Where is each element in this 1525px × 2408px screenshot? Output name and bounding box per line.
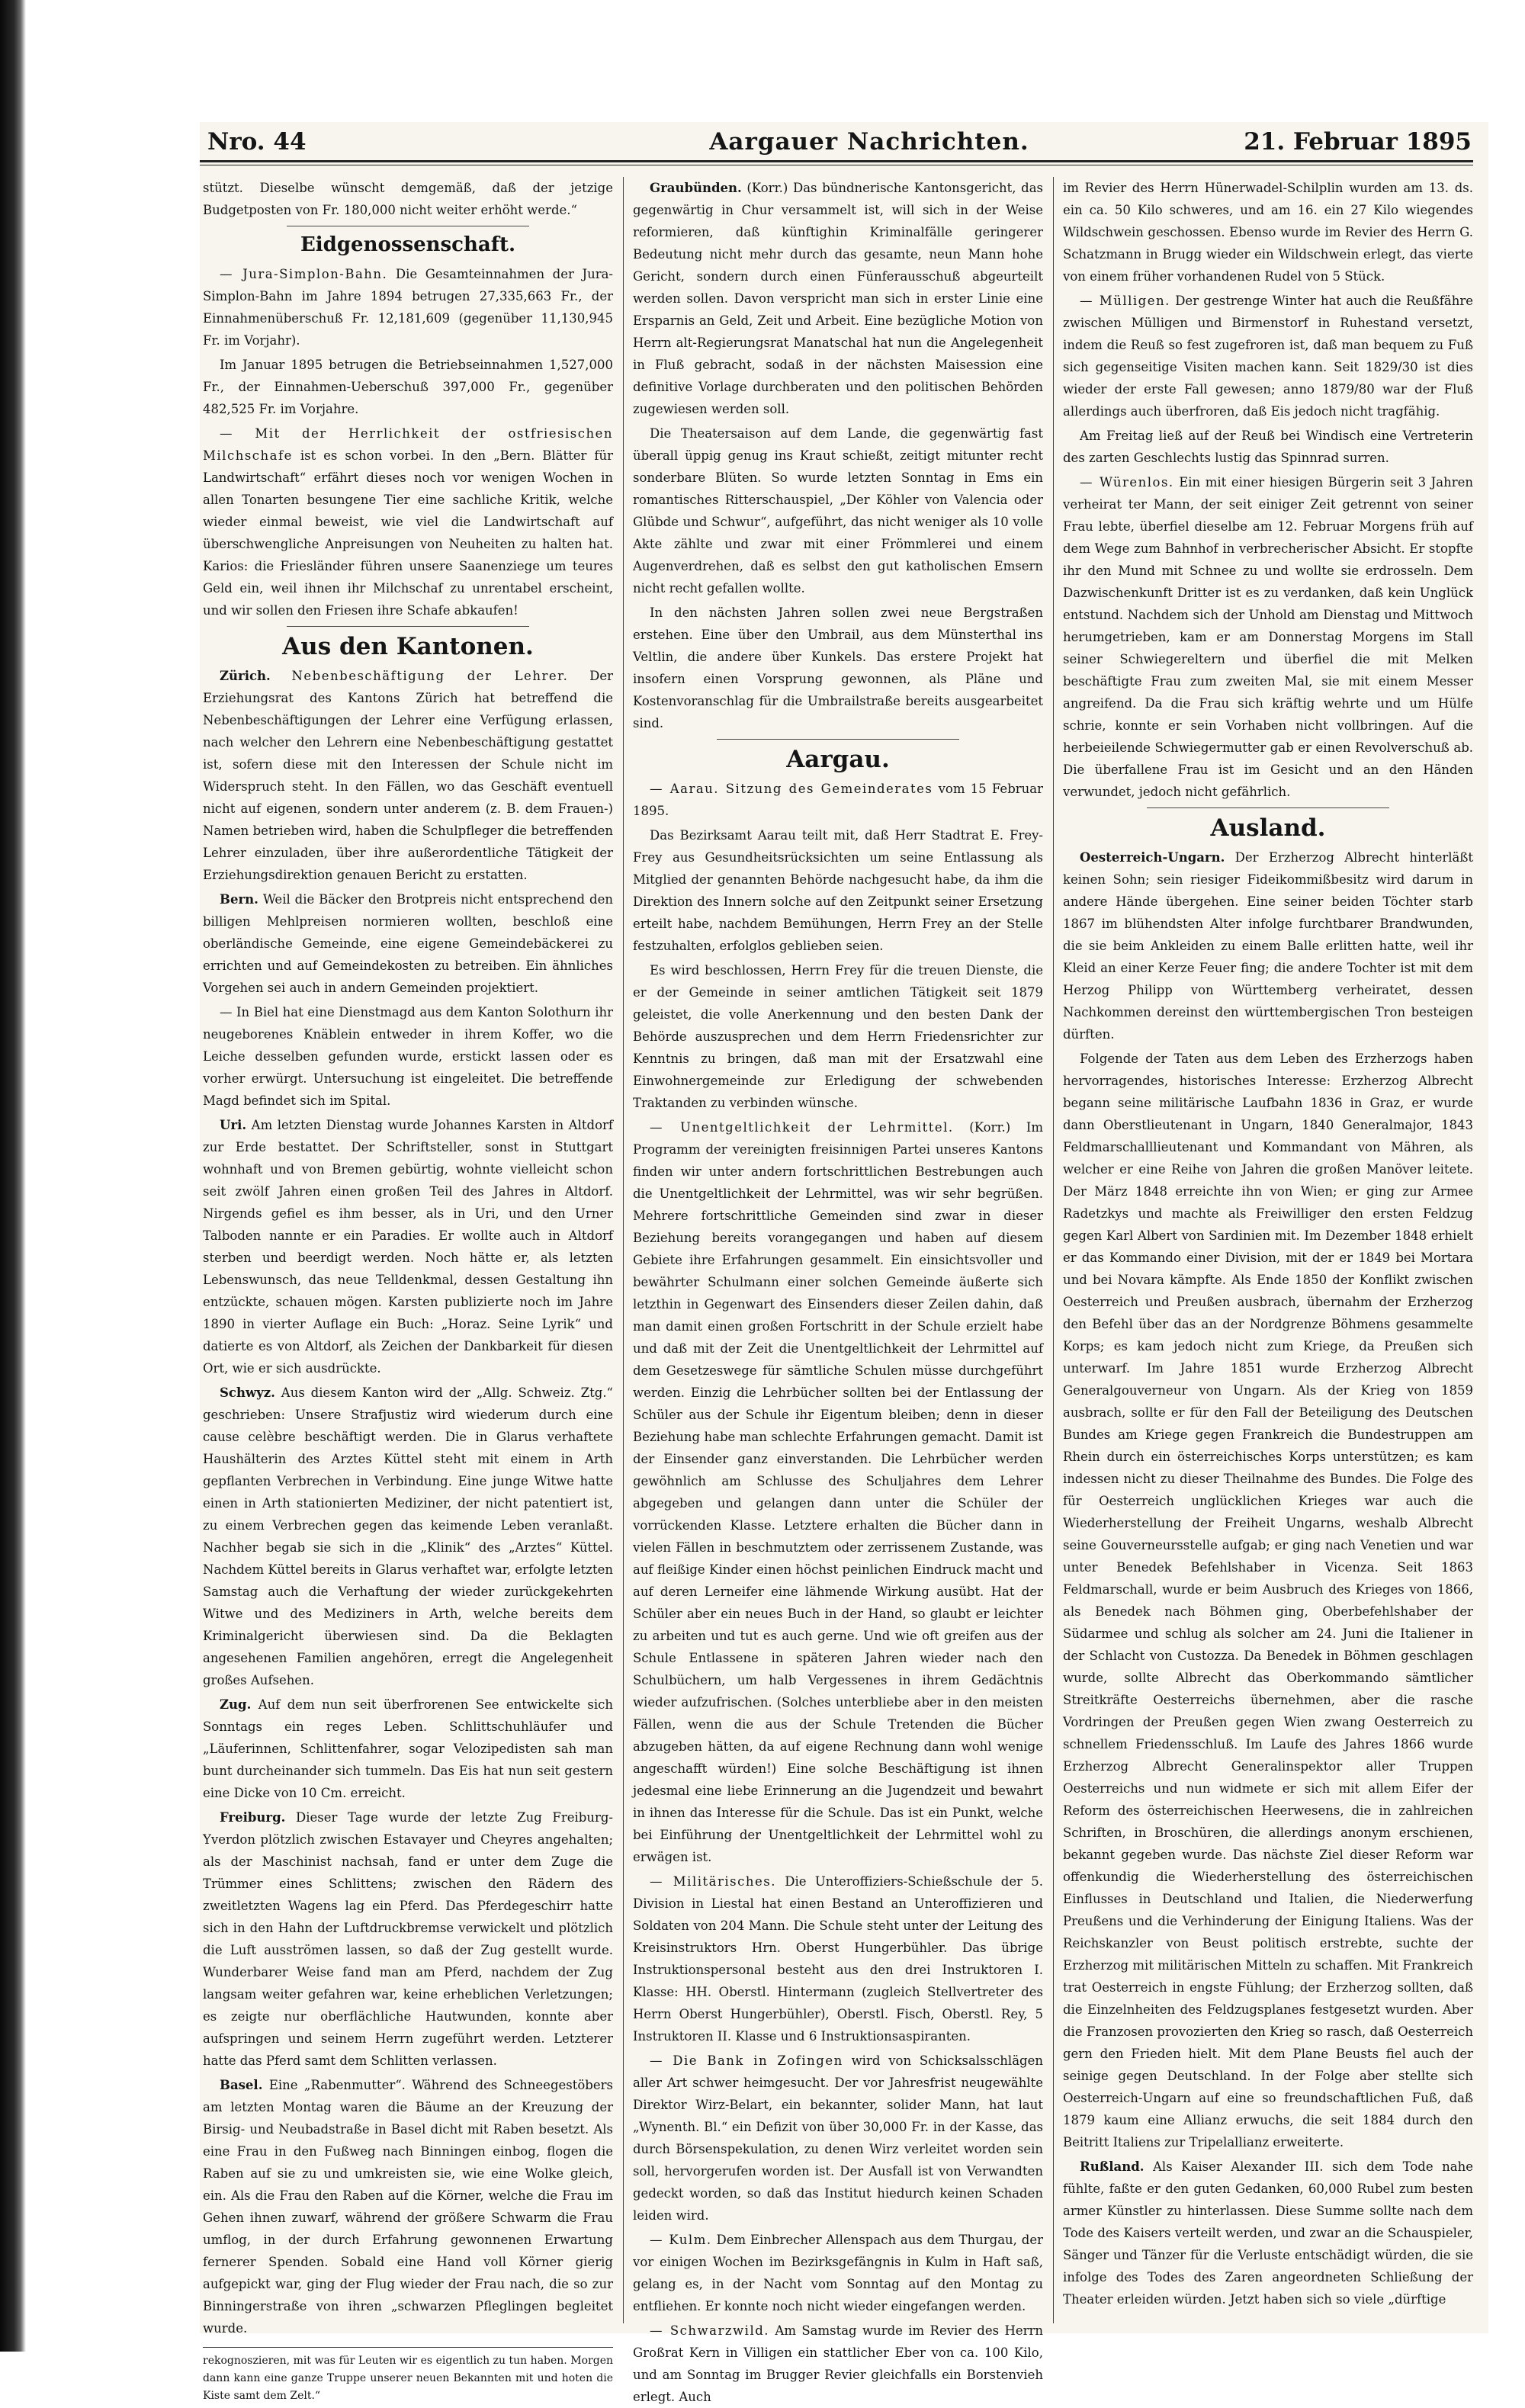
scan-edge	[0, 0, 26, 2352]
article-paragraph	[633, 1870, 1043, 2047]
article-lead: — Die Bank in Zofingen	[650, 2053, 843, 2068]
article-lead: — Schwarzwild.	[650, 2323, 770, 2338]
article-text: (Korr.) Im Programm der vereinigten freisinnigen Partei unseres Kantons finden wir unter andern fortschrittlichen Bestrebungen auch die Unentgeltlichkeit der Lehrmittel, was wir sehr begrüßen. Mehrere fortschrittliche Gemeinden sind zwar in dieser Beziehung bereits vorangegangen und haben auf diesem Gebiete ihre Erfahrungen gesammelt. Ein einsichtsvoller und bewährter Schulmann einer solchen Gemeinde äußerte sich letzthin in Gegenwart des Einsenders dieser Zeilen dahin, daß man damit einen großen Fortschritt in der Schule erzielt habe und daß mit der Zeit die Unentgeltlichkeit der Lehrmittel auf dem Gesetzeswege für sämtliche Schulen müsse durchgeführt werden. Einzig die Lehrbücher sollten bei der Entlassung der Schüler aus der Schule ihr Eigentum bleiben; denn in dieser Beziehung habe man schlechte Erfahrungen gemacht. Damit ist der Einsender ganz einverstanden. Die Lehrbücher werden gewöhnlich am Schlusse des Schuljahres dem Lehrer abgegeben und gelangen dann unter die Schüler der vorrückenden Klasse. Letztere erhalten die Bücher dann in vielen Fällen in beschmutztem oder zerrissenem Zustande, was auf fleißige Kinder einen höchst peinlichen Eindruck macht und auf deren Lerneifer eine lähmende Wirkung ausübt. Hat der Schüler aber ein neues Buch in der Hand, so glaubt er leichter zu arbeiten und tut es auch gerne. Und wie oft greifen aus der Schule Entlassene in späteren Jahren wieder nach den Schulbüchern, um halb Vergessenes in ihrem Gedächtnis wieder aufzufrischen. (Solches unterbliebe aber in den meisten Fällen, wenn die aus der Schule Tretenden die Bücher abzugeben hätten, da auf eigene Rechnung dann wohl wenige angeschafft würden!) Eine solche Beschäftigung ist ihnen jedesmal eine liebe Erinnerung an die Jugendzeit und bewahrt in ihnen das Interesse für die Schule. Das ist ein Punkt, welche bei Einführung der Unentgeltlichkeit der Lehrmittel wohl zu erwägen ist.	[633, 1120, 1043, 1864]
article-text: Die Unteroffiziers-Schießschule der 5. Division in Liestal hat einen Bestand an Unteroffizieren und Soldaten von 204 Mann. Die Schule steht unter der Leitung des Kreisinstruktors Hrn. Oberst Hungerbühler. Das übrige Instruktionspersonal besteht aus den drei Instruktoren I. Klasse: HH. Oberstl. Hintermann (zugleich Stellvertreter des Herrn Oberst Hungerbühler), Oberstl. Fisch, Oberstl. Rey, 5 Instruktoren II. Klasse und 6 Instruktionsaspiranten.	[633, 1874, 1044, 2044]
article-paragraph	[633, 1116, 1043, 1868]
article-paragraph	[633, 778, 1043, 822]
section-divider	[1147, 807, 1389, 808]
article-text: Der Erziehungsrat des Kantons Zürich hat betreffend die Nebenbeschäftigungen der Lehrer eine Verfügung erlassen, nach welcher den Lehrern eine Nebenbeschäftigung gestattet ist, sofern diese mit den Interessen der Schule nicht im Widerspruch steht. In den Fällen, wo das Geschäft eventuell nicht auf eigenen, sondern unter anderem (z. B. dem Frauen-) Namen betrieben wird, haben die Schulpfleger die betreffenden Lehrer einzuladen, über ihre außerordentliche Tätigkeit der Erziehungsdirektion genauen Bericht zu erstatten.	[203, 669, 614, 882]
canton-label: Basel.	[220, 2078, 263, 2092]
article-lead: — Kulm.	[650, 2233, 712, 2247]
article-text: Als Kaiser Alexander III. sich dem Tode nahe fühlte, faßte er den guten Gedanken, 60,000 Rubel zum besten armer Künstler zu hinterlassen. Diese Summe sollte nach dem Tode des Kaisers verteilt werden, und zwar an die Schauspieler, Sänger und Tänzer für die Verluste entschädigt würden, die sie infolge des Todes des Zaren angeordneten Schließung der Theater erleiden würden. Jetzt haben sich so viele „dürftige	[1063, 2159, 1473, 2307]
article-paragraph	[633, 177, 1043, 420]
article-text: Am Samstag wurde im Revier des Herrn Großrat Kern in Villigen ein stattlicher Eber von ca. 100 Kilo, und am Sonntag im Brugger Revier gleichfalls ein Borstenvieh erlegt. Auch	[633, 2323, 1043, 2404]
canton-label: Bern.	[220, 892, 258, 907]
column-divider	[623, 177, 624, 2323]
article-lead: — Jura-Simplon-Bahn.	[220, 267, 388, 281]
article-paragraph: Am Freitag ließ auf der Reuß bei Windisch eine Vertreterin des zarten Geschlechts lustig das Spinnrad surren.	[1063, 429, 1473, 465]
article-paragraph: stützt. Dieselbe wünscht demgemäß, daß der jetzige Budgetposten von Fr. 180,000 nicht weiter erhöht werde.“	[203, 181, 613, 217]
column-3	[1063, 177, 1473, 2327]
article-paragraph	[203, 1382, 613, 1691]
article-lead: — Aarau. Sitzung des Gemeinderates	[650, 782, 933, 796]
article-text: Der Erzherzog Albrecht hinterläßt keinen Sohn; sein riesiger Fideikommißbesitz wird darum in andere Hände übergehen. Eine seiner beiden Töchter starb 1867 im blühendsten Alter infolge furchtbarer Brandwunden, die sie beim Ankleiden zu einem Balle erlitten hatte, weil ihr Kleid an einer Kerze Feuer fing; die andere Tochter ist mit dem Herzog Philipp von Württemberg verheiratet, dessen Nachkommen dereinst den württembergischen Tron besteigen dürften.	[1063, 850, 1473, 1042]
column-divider	[1053, 177, 1054, 2323]
feuilleton-footer: rekognoszieren, mit was für Leuten wir es eigentlich zu tun haben. Morgen dann kann eine ganze Truppe unserer neuen Bekannten mit und hoten die Kiste samt dem Zelt.“	[203, 2347, 613, 2405]
canton-label: Zug.	[220, 1697, 252, 1712]
section-divider	[717, 739, 959, 740]
article-paragraph	[203, 1694, 613, 1804]
article-text: Dem Einbrecher Allenspach aus dem Thurgau, der vor einigen Wochen im Bezirksgefängnis in Kulm in Haft saß, gelang es, in der Nacht vom Sonntag auf den Montag zu entfliehen. Er konnte noch nicht wieder eingefangen werden.	[633, 2233, 1043, 2313]
article-paragraph: Das Bezirksamt Aarau teilt mit, daß Herr Stadtrat E. Frey-Frey aus Gesundheitsrücksichten um seine Entlassung als Mitglied der genannten Behörde nachgesucht habe, da ihm die Direktion des Innern solche auf den Zeitpunkt seiner Ersetzung erteilt habe, nachdem Bemühungen, Herrn Frey an der Stelle festzuhalten, erfolglos geblieben seien.	[633, 828, 1043, 953]
article-paragraph	[203, 263, 613, 352]
article-paragraph	[203, 1114, 613, 1379]
section-heading: Eidgenossenschaft.	[300, 233, 516, 256]
canton-label: Graubünden.	[650, 181, 742, 195]
article-text: ist es schon vorbei. In den „Bern. Blätter für Landwirtschaft“ erfährt dieses noch vor wenigen Wochen in allen Tonarten besungene Tier eine sachliche Kritik, welche wieder einmal beweist, wie viel die Landwirtschaft auf überschwengliche Anpreisungen von Neuheiten zu halten hat. Karios: die Friesländer führen unsere Saanenziege um teures Geld ein, weil ihnen ihr Milchschaf zu unrentabel erscheint, und wir sollen den Friesen ihre Schafe abkaufen!	[203, 448, 613, 618]
canton-label: Schwyz.	[220, 1385, 275, 1400]
article-paragraph	[633, 2050, 1043, 2227]
article-lead: — Militärisches.	[650, 1874, 776, 1889]
canton-label: Zürich.	[220, 669, 271, 683]
article-text: wird von Schicksalsschlägen aller Art schwer heimgesucht. Der vor Jahresfrist neugewählte Direktor Wirz-Belart, ein bekannter, solider Mann, hat laut „Wynenth. Bl.“ ein Defizit von über 30,000 Fr. in der Kasse, das durch Börsenspekulation, zu denen Wirz verleitet worden sein soll, hervorgerufen worden ist. Der Ausfall ist von Verwandten gedeckt worden, so daß das Institut hiedurch keinen Schaden leiden wird.	[633, 2053, 1044, 2223]
column-2	[633, 177, 1044, 2404]
article-text: (Korr.) Das bündnerische Kantonsgericht, das gegenwärtig in Chur versammelt ist, will sich in der Weise reformieren, daß künftighin Kriminalfälle geringerer Bedeutung nicht mehr durch das gesamte, neun Mann hohe Gericht, sondern durch einen Fünferausschuß abgeurteilt werden sollen. Davon verspricht man sich in erster Linie eine Ersparnis an Geld, Zeit und Arbeit. Eine bezügliche Motion von Herrn alt-Regierungsrat Manatschal hat nun die Angelegenheit in Fluß gebracht, sodaß in der nächsten Maisession eine definitive Vorlage durchberaten und den politischen Behörden zugewiesen werden soll.	[633, 181, 1043, 416]
country-label: Rußland.	[1080, 2159, 1145, 2174]
article-lead: — Unentgeltlichkeit der Lehrmittel.	[650, 1120, 954, 1135]
article-paragraph: — In Biel hat eine Dienstmagd aus dem Kanton Solothurn ihr neugeborenes Knäblein entweder in ihrem Koffer, wo die Leiche desselben gefunden wurde, erstickt lassen oder es vorher erwürgt. Untersuchung ist eingeleitet. Die betreffende Magd befindet sich im Spital.	[203, 1005, 613, 1108]
article-lead: — Würenlos.	[1080, 475, 1174, 490]
section-heading: Aargau.	[786, 746, 890, 773]
article-paragraph	[203, 2074, 613, 2339]
article-paragraph: Folgende der Taten aus dem Leben des Erzherzogs haben hervorragendes, historisches Interesse: Erzherzog Albrecht begann seine militärische Laufbahn 1836 in Graz, er wurde dann Oberstlieutenant in Ungarn, 1840 Generalmajor, 1843 Feldmarschalllieutenant und Kommandant von Mähren, als welcher er eine Reihe von Jahren die großen Manöver leitete. Der März 1848 erreichte ihn von Wien; er ging zur Armee Radetzkys und machte als Freiwilliger den ersten Feldzug gegen Karl Albert von Sardinien mit. Im Dezember 1848 erhielt er das Kommando einer Division, mit der er 1849 bei Mortara und bei Novara kämpfte. Als Ende 1850 der Konflikt zwischen Oesterreich und Preußen ausbrach, übernahm der Erzherzog den Befehl über das an der Nordgrenze Böhmens gesammelte Korps; es kam jedoch nicht zum Kriege, da Preußen sich unterwarf. Im Jahre 1851 wurde Erzherzog Albrecht Generalgouverneur von Ungarn. Als der Krieg von 1859 ausbrach, sollte er für den Fall der Beteiligung des Deutschen Bundes am Kriege gegen Frankreich die Bundestruppen am Rhein durch ein österreichisches Korps unterstützen; es kam indessen nicht zu dieser Theilnahme des Bundes. Die Folge des für Oesterreich unglücklichen Krieges war auch die Wiederherstellung der Freiheit Ungarns, weshalb Albrecht seine Gouverneursstelle aufgab; er ging nach Venetien und war unter Benedek Befehlshaber in Vicenza. Seit 1863 Feldmarschall, wurde er beim Ausbruch des Krieges von 1866, als Benedek nach Böhmen ging, Oberbefehlshaber der Südarmee und schlug als solcher am 24. Juni die Italiener in der Schlacht von Custozza. Da Benedek in Böhmen geschlagen wurde, sollte Albrecht das Oberkommando sämtlicher Streitkräfte Oesterreichs übernehmen, aber die rasche Vordringen der Preußen gegen Wien zwang Oesterreich zu schnellem Friedensschluß. Im Laufe des Jahres 1866 wurde Erzherzog Albrecht Generalinspektor aller Truppen Oesterreichs und nun widmete er sich mit allem Eifer der Reform des österreichischen Heerwesens, die in zahlreichen Schriften, in Broschüren, die allerdings anonym erschienen, bekannt gegeben wurde. Das nächste Ziel dieser Reform war offenkundig die Wiederherstellung des österreichischen Einflusses in Deutschland und Italien, die Niederwerfung Preußens und die Verhinderung der Einigung Italiens. Was der Reichskanzler von Beust politisch erstrebte, suchte der Erzherzog mit militärischen Mitteln zu schaffen. Mit Frankreich trat Oesterreich in engste Fühlung; der Erzherzog sollten, daß die Einzelnheiten des Feldzugsplanes festgesetzt wurden. Aber die Franzosen provozierten den Krieg so rasch, daß Oesterreich gern den Frieden hielt. Mit dem Plane Beusts fiel auch der seinige gegen Deutschland. In der Folge aber stellte sich Oesterreich-Ungarn auf eine so freundschaftlichen Fuß, daß 1879 kaum eine Allianz erwuchs, die seit 1884 durch den Beitritt Italiens zur Tripelallianz erweiterte.	[1063, 1051, 1473, 2150]
canton-label: Uri.	[220, 1118, 247, 1132]
article-paragraph	[633, 2320, 1043, 2408]
article-paragraph: Die Theatersaison auf dem Lande, die gegenwärtig fast überall üppig genug ins Kraut schießt, zeitigt mitunter recht sonderbare Blüten. So wurde letzten Sonntag in Ems ein romantisches Ritterschauspiel, „Der Köhler von Valencia oder Glübde und Schwur“, aufgeführt, das nicht weniger als 10 volle Akte zählte und zwar mit einer Frömmlerei und einem Augenverdrehen, daß es selbst den gut katholischen Emsern nicht recht gefallen wollte.	[633, 426, 1043, 596]
article-text: Auf dem nun seit überfrorenen See entwickelte sich Sonntags ein reges Leben. Schlittschuhläufer und „Läuferinnen, Schlittenfahrer, sogar Velozipedisten sah man bunt durcheinander sich tummeln. Das Eis hat nun seit gestern eine Dicke von 10 Cm. erreicht.	[203, 1697, 614, 1800]
article-paragraph	[1063, 846, 1473, 1045]
article-paragraph	[203, 888, 613, 999]
canton-label: Freiburg.	[220, 1810, 286, 1825]
article-paragraph: Im Januar 1895 betrugen die Betriebseinnahmen 1,527,000 Fr., der Einnahmen-Ueberschuß 397,000 Fr., gegenüber 482,525 Fr. im Vorjahre.	[203, 358, 613, 416]
article-paragraph: In den nächsten Jahren sollen zwei neue Bergstraßen erstehen. Eine über den Umbrail, aus dem Münsterthal ins Veltlin, die andere über Kunkels. Das erstere Projekt hat insofern einen Vorsprung gewonnen, als Pläne und Kostenvoranschlag für die Umbrailstraße bereits ausgearbeitet sind.	[633, 605, 1043, 730]
article-paragraph	[1063, 290, 1473, 422]
issue-number: Nro. 44	[207, 128, 307, 156]
article-text: Weil die Bäcker den Brotpreis nicht entsprechend den billigen Mehlpreisen normieren wollten, beschloß eine oberländische Gemeinde, eine eigene Gemeindebäckerei zu errichten und auf Gemeindekosten zu betreiben. Ein ähnliches Vorgehen sei auch in andern Gemeinden projektiert.	[203, 892, 613, 995]
article-paragraph	[203, 665, 613, 886]
article-text: Eine „Rabenmutter“. Während des Schneegestöbers am letzten Montag waren die Bäume an der Kreuzung der Birsig- und Neubadstraße in Basel dicht mit Raben besetzt. Als eine Frau in den Fußweg nach Binningen einbog, flogen die Raben auf sie zu und umkreisten sie, wie eine Wolke gleich, ein. Als die Frau den Raben auf die Körner, welche die Frau im Gehen ihnen zuwarf, während der größere Schwarm die Frau umflog, in der durch Erfahrung gewonnenen Erwartung fernerer Spenden. Sobald eine Hand voll Körner gierig aufgepickt war, ging der Flug wieder der Frau nach, die so zur Binningerstraße von ihren „schwarzen Pfleglingen begleitet wurde.	[203, 2078, 613, 2336]
issue-date: 21. Februar 1895	[1244, 128, 1472, 156]
article-paragraph	[203, 422, 613, 621]
article-paragraph	[203, 1806, 613, 2072]
article-paragraph: im Revier des Herrn Hünerwadel-Schilplin wurden am 13. ds. ein ca. 50 Kilo schweres, und am 16. ein 27 Kilo wiegendes Wildschwein geschossen. Ebenso wurde im Revier des Herrn G. Schatzmann in Brugg wieder ein Wildschwein erlegt, das vierte von einem früher vorhandenen Rudel von 5 Stück.	[1063, 181, 1473, 284]
article-lead: — Mit der Herrlichkeit der ostfriesischen Milchschafe	[203, 426, 613, 463]
country-label: Oesterreich-Ungarn.	[1080, 850, 1225, 865]
article-lead: — Mülligen.	[1080, 294, 1170, 308]
article-text: Am letzten Dienstag wurde Johannes Karsten in Altdorf zur Erde bestattet. Der Schriftsteller, sonst in Stuttgart wohnhaft und von Bremen gebürtig, wohnte vielleicht schon seit zwölf Jahren einen großen Teil des Jahres in Altdorf. Nirgends gefiel es ihm besser, als in Uri, und den Urner Talboden nannte er ein Paradies. Er wollte auch in Altdorf sterben und beerdigt werden. Noch hätte er, als letzten Lebenswunsch, das neue Telldenkmal, dessen Gestaltung ihn entzückte, schauen mögen. Karsten publizierte noch im Jahre 1890 in vierter Auflage ein Buch: „Horaz. Seine Lyrik“ und datierte es von Altdorf, als Zeichen der Dankbarkeit für diesen Ort, wie er sich ausdrückte.	[203, 1118, 613, 1376]
article-paragraph	[1063, 471, 1473, 803]
column-1	[203, 177, 614, 2402]
article-paragraph	[633, 2229, 1043, 2317]
article-paragraph: Es wird beschlossen, Herrn Frey für die treuen Dienste, die er der Gemeinde in seiner amtlichen Tätigkeit seit 1879 geleistet, die volle Anerkennung und den besten Dank der Behörde auszusprechen und dem Herrn Friedensrichter zur Kenntnis zu bringen, daß man mit der Ersatzwahl eine Einwohnergemeinde zur Erledigung der schwebenden Traktanden zu verbinden wünsche.	[633, 963, 1043, 1110]
article-text: Aus diesem Kanton wird der „Allg. Schweiz. Ztg.“ geschrieben: Unsere Strafjustiz wird wiederum durch eine cause celèbre beschäftigt werden. Die in Glarus verhaftete Haushälterin des Arztes Küttel steht mit einem in Arth gepflanten Verbrechen in Verbindung. Eine junge Witwe hatte einen in Arth stationierten Mediziner, der nicht patentiert ist, zu einem Verbrechen gegen das keimende Leben veranlaßt. Nachher begab sie sich in die „Klinik“ des „Arztes“ Küttel. Nachdem Küttel bereits in Glarus verhaftet war, erfolgte letzten Samstag auch die Verhaftung der wieder zurückgekehrten Witwe und des Mediziners in Arth, welche bereits dem Kriminalgericht überwiesen sind. Da die Beklagten angesehenen Familien angehören, erregt die Angelegenheit großes Aufsehen.	[203, 1385, 613, 1687]
section-divider	[287, 626, 529, 627]
article-text: Ein mit einer hiesigen Bürgerin seit 3 Jahren verheirat ter Mann, der seit einiger Zeit getrennt von seiner Frau lebte, überfiel dieselbe am 12. Februar Morgens früh auf dem Wege zum Bahnhof in verbrecherischer Absicht. Er stopfte ihr den Mund mit Schnee zu und wollte sie erdrosseln. Dem Dazwischenkunft Dritter ist es zu verdanken, daß kein Unglück entstund. Nachdem sich der Unhold am Dienstag und Mittwoch herumgetrieben, kam er am Donnerstag Morgens im Stall seiner Schwiegereltern und überfiel die mit Melken beschäftigte Frau zum zweiten Mal, sie mit einem Messer angreifend. Da die Frau sich kräftig wehrte und um Hülfe schrie, konnte er sein Vorhaben nicht vollbringen. Auf die herbeieilende Schwiegermutter gab er einen Revolverschuß ab. Die überfallene Frau ist im Gesicht und an den Händen verwundet, jedoch nicht gefährlich.	[1063, 475, 1474, 799]
article-subtitle: Nebenbeschäftigung der Lehrer.	[291, 669, 569, 683]
article-text: Die Gesamteinnahmen der Jura-Simplon-Bahn im Jahre 1894 betrugen 27,335,663 Fr., der Einnahmenüberschuß Fr. 12,181,609 (gegenüber 11,130,945 Fr. im Vorjahr).	[203, 267, 613, 348]
header-rule	[200, 160, 1473, 162]
newspaper-title: Aargauer Nachrichten.	[709, 128, 1029, 156]
article-paragraph	[1063, 2156, 1473, 2310]
article-text: vom 15 Februar 1895.	[633, 782, 1043, 818]
article-text: Dieser Tage wurde der letzte Zug Freiburg-Yverdon plötzlich zwischen Estavayer und Cheyres angehalten; als der Maschinist nachsah, fand er unter dem Zuge die Trümmer eines Schlittens; zwischen den Rädern des zweitletzten Wagens lag ein Pferd. Das Pferdegeschirr hatte sich in den Hahn der Luftdruckbremse verwickelt und plötzlich die Luft ausströmen lassen, so daß der Zug gestellt wurde. Wunderbarer Weise fand man am Pferd, nachdem der Zug langsam weiter gefahren war, keine erheblichen Verletzungen; es zeigte nur oberflächliche Hautwunden, konnte aber aufspringen und seinem Herrn zugeführt werden. Letzterer hatte das Pferd samt dem Schlitten verlassen.	[203, 1810, 613, 2068]
section-heading: Ausland.	[1210, 814, 1326, 842]
article-text: Der gestrenge Winter hat auch die Reußfähre zwischen Mülligen und Birmenstorf in Ruhestand versetzt, indem die Reuß so fest zugefroren ist, daß man bequem zu Fuß sich gegenseitige Visiten machen kann. Seit 1829/30 ist dies wieder der erste Fall gewesen; anno 1879/80 war der Fluß allerdings auch überfroren, daß Eis jedoch nicht tragfähig.	[1063, 294, 1473, 419]
section-heading: Aus den Kantonen.	[282, 633, 534, 660]
